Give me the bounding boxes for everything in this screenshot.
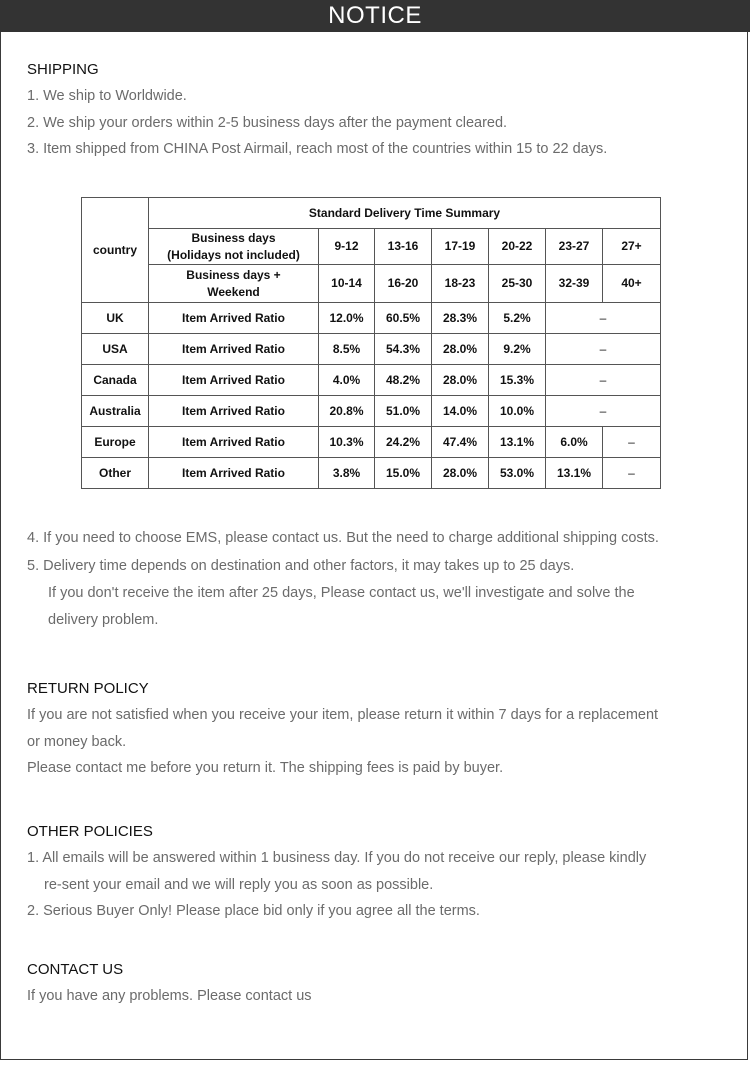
country-header: country [82,198,149,303]
other-policies-line3: 2. Serious Buyer Only! Please place bid only if you agree all the terms. [27,903,480,919]
weekend-label-line1: Business days + [186,267,281,282]
ratio-cell: 51.0% [375,396,432,427]
return-policy-heading: RETURN POLICY [27,680,149,697]
ratio-label: Item Arrived Ratio [149,427,319,458]
empty-cell: – [546,365,661,396]
contact-heading: CONTACT US [27,961,124,978]
table-row [82,427,661,458]
country-cell: Europe [82,427,149,458]
business-days-range: 27+ [603,229,661,265]
ratio-cell: 53.0% [489,458,546,489]
other-policies-heading: OTHER POLICIES [27,823,153,840]
business-days-range: 13-16 [375,229,432,265]
ratio-cell: 10.0% [489,396,546,427]
table-row [82,365,661,396]
business-days-range: 9-12 [319,229,375,265]
country-cell: USA [82,334,149,365]
return-policy-line2: or money back. [27,734,127,750]
shipping-item-1: 1. We ship to Worldwide. [27,88,187,104]
country-cell: Australia [82,396,149,427]
return-policy-line1: If you are not satisfied when you receive your item, please return it within 7 days for a replacement [27,707,659,723]
ratio-cell: 14.0% [432,396,489,427]
table-row [82,396,661,427]
business-days-label-line1: Business days [191,230,276,245]
shipping-item-5-line2: If you don't receive the item after 25 days, Please contact us, we'll investigate and solve the [48,585,635,601]
business-days-range: 17-19 [432,229,489,265]
ratio-label: Item Arrived Ratio [149,458,319,489]
business-days-label [149,229,319,265]
ratio-cell: 54.3% [375,334,432,365]
empty-cell: – [546,334,661,365]
empty-cell: – [603,458,661,489]
ratio-cell: 6.0% [546,427,603,458]
business-days-range: 23-27 [546,229,603,265]
ratio-cell: 12.0% [319,303,375,334]
notice-header: NOTICE [0,0,750,32]
ratio-cell: 20.8% [319,396,375,427]
ratio-cell: 28.3% [432,303,489,334]
shipping-item-5: 5. Delivery time depends on destination and other factors, it may takes up to 25 days. [27,558,575,574]
ratio-cell: 15.3% [489,365,546,396]
shipping-item-3: 3. Item shipped from CHINA Post Airmail, reach most of the countries within 15 to 22 days. [27,141,608,157]
delivery-time-table [81,197,661,489]
ratio-cell: 28.0% [432,365,489,396]
weekend-days-range: 25-30 [489,265,546,303]
ratio-cell: 24.2% [375,427,432,458]
ratio-cell: 48.2% [375,365,432,396]
table-row [82,303,661,334]
return-policy-line3: Please contact me before you return it. The shipping fees is paid by buyer. [27,760,504,776]
ratio-cell: 8.5% [319,334,375,365]
country-cell: Canada [82,365,149,396]
table-row [82,458,661,489]
ratio-cell: 28.0% [432,458,489,489]
ratio-cell: 47.4% [432,427,489,458]
business-days-range: 20-22 [489,229,546,265]
shipping-item-5-line3: delivery problem. [48,612,159,628]
other-policies-line1: 1. All emails will be answered within 1 business day. If you do not receive our reply, please kindly [27,850,647,866]
country-cell: UK [82,303,149,334]
ratio-cell: 3.8% [319,458,375,489]
empty-cell: – [603,427,661,458]
ratio-label: Item Arrived Ratio [149,334,319,365]
weekend-days-range: 16-20 [375,265,432,303]
ratio-label: Item Arrived Ratio [149,303,319,334]
other-policies-line2: re-sent your email and we will reply you as soon as possible. [44,877,434,893]
ratio-cell: 5.2% [489,303,546,334]
table-title: Standard Delivery Time Summary [149,198,661,229]
weekend-days-range: 18-23 [432,265,489,303]
ratio-cell: 28.0% [432,334,489,365]
ratio-cell: 10.3% [319,427,375,458]
ratio-cell: 60.5% [375,303,432,334]
ratio-cell: 13.1% [546,458,603,489]
shipping-item-2: 2. We ship your orders within 2-5 business days after the payment cleared. [27,115,508,131]
weekend-days-range: 40+ [603,265,661,303]
empty-cell: – [546,303,661,334]
ratio-cell: 9.2% [489,334,546,365]
country-cell: Other [82,458,149,489]
weekend-label [149,265,319,303]
contact-line1: If you have any problems. Please contact us [27,988,312,1004]
ratio-cell: 15.0% [375,458,432,489]
empty-cell: – [546,396,661,427]
weekend-days-range: 32-39 [546,265,603,303]
weekend-days-range: 10-14 [319,265,375,303]
business-days-label-line2: (Holidays not included) [167,247,300,262]
weekend-label-line2: Weekend [207,284,260,299]
ratio-cell: 4.0% [319,365,375,396]
ratio-label: Item Arrived Ratio [149,365,319,396]
shipping-heading: SHIPPING [27,61,99,78]
ratio-cell: 13.1% [489,427,546,458]
ratio-label: Item Arrived Ratio [149,396,319,427]
table-row [82,334,661,365]
shipping-item-4: 4. If you need to choose EMS, please contact us. But the need to charge additional shipping costs. [27,530,659,546]
